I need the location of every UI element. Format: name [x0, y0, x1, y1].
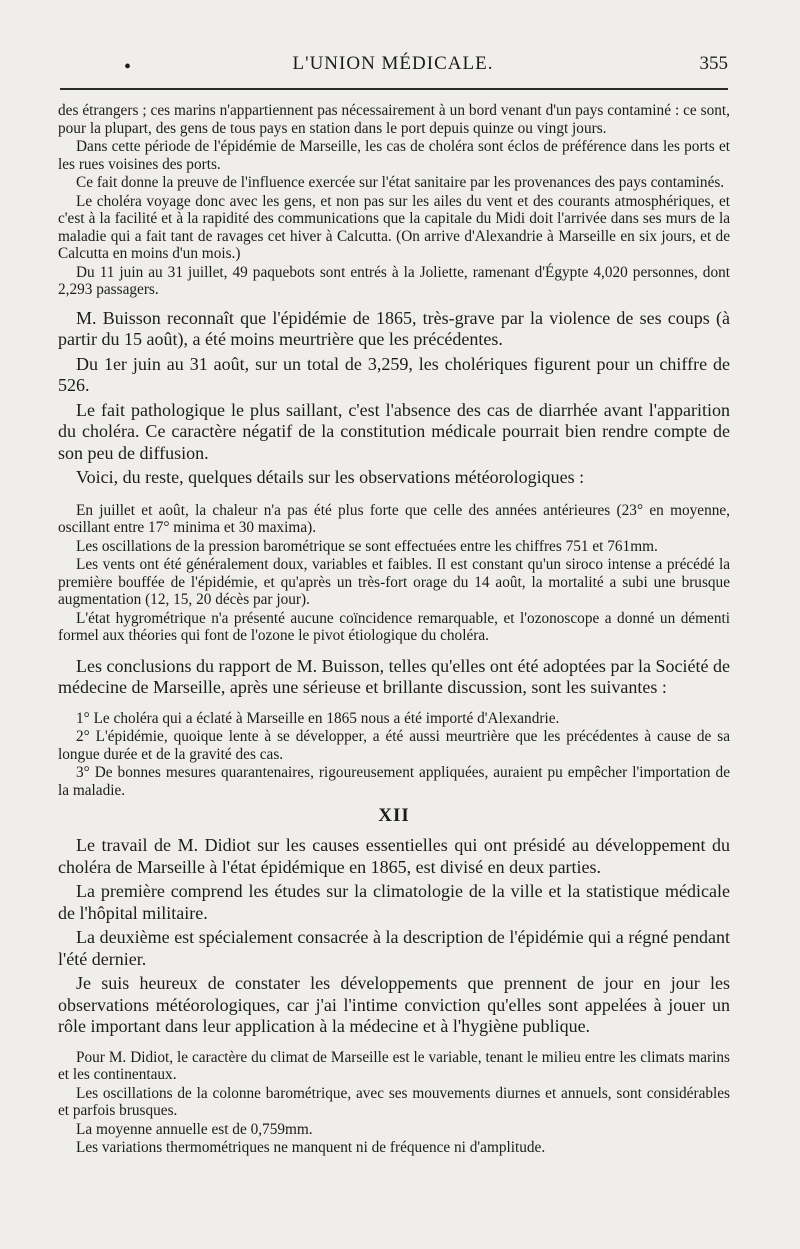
page-body — [58, 102, 730, 1158]
paragraph: des étrangers ; ces marins n'appartiennent pas nécessairement à un bord venant d'un pays contaminé : ce sont, pour la plupart, des gens de tous pays en station dans le port depuis quinze ou vingt jours. — [58, 102, 730, 137]
header-rule — [60, 88, 728, 90]
conclusion-item: 2° L'épidémie, quoique lente à se développer, a été aussi meurtrière que les précédentes à cause de sa longue durée et de la gravité des cas. — [58, 728, 730, 763]
paragraph: La première comprend les études sur la climatologie de la ville et la statistique médicale de l'hôpital militaire. — [58, 881, 730, 923]
paragraph: Les conclusions du rapport de M. Buisson, telles qu'elles ont été adoptées par la Société de médecine de Marseille, après une sérieuse et brillante discussion, sont les suivantes : — [58, 655, 730, 697]
paragraph: Voici, du reste, quelques détails sur les observations météorologiques : — [76, 467, 585, 487]
header-bullet: • — [124, 56, 132, 78]
paragraph: Les variations thermométriques ne manquent ni de fréquence ni d'amplitude. — [76, 1139, 546, 1156]
paragraph: Ce fait donne la preuve de l'influence exercée sur l'état sanitaire par les provenances des pays contaminés. — [76, 174, 725, 191]
page-number: 355 — [699, 53, 728, 74]
paragraph: L'état hygrométrique n'a présenté aucune coïncidence remarquable, et l'ozonoscope a donné un démenti formel aux théories qui font de l'ozone le pivot étiologique du choléra. — [58, 609, 730, 644]
paragraph: Du 11 juin au 31 juillet, 49 paquebots sont entrés à la Joliette, ramenant d'Égypte 4,020 personnes, dont 2,293 passagers. — [58, 263, 730, 298]
paragraph: Dans cette période de l'épidémie de Marseille, les cas de choléra sont éclos de préférence dans les ports et les rues voisines des ports. — [58, 138, 730, 173]
page-header — [58, 50, 728, 86]
paragraph: Les vents ont été généralement doux, variables et faibles. Il est constant qu'un siroco intense a précédé la première bouffée de l'épidémie, et qu'après un très-fort orage du 14 août, la mortalité a subi une brusque augmentation (12, 15, 20 décès par jour). — [58, 556, 730, 608]
paragraph: Pour M. Didiot, le caractère du climat de Marseille est le variable, tenant le milieu entre les climats marins et les continentaux. — [58, 1048, 730, 1083]
paragraph: La moyenne annuelle est de 0,759mm. — [76, 1120, 313, 1138]
conclusion-item: 3° De bonnes mesures quarantenaires, rigoureusement appliquées, auraient pu empêcher l'importation de la maladie. — [58, 764, 730, 799]
paragraph: Les oscillations de la colonne barométrique, avec ses mouvements diurnes et annuels, sont considérables et parfois brusques. — [58, 1084, 730, 1119]
running-title: L'UNION MÉDICALE. — [292, 53, 494, 74]
paragraph: Du 1er juin au 31 août, sur un total de 3,259, les cholériques figurent pour un chiffre de 526. — [58, 353, 730, 395]
paragraph: M. Buisson reconnaît que l'épidémie de 1865, très-grave par la violence de ses coups (à partir du 15 août), a été moins meurtrière que les précédentes. — [58, 307, 730, 349]
paragraph: La deuxième est spécialement consacrée à la description de l'épidémie qui a régné pendant l'été dernier. — [58, 927, 730, 969]
paragraph: Le choléra voyage donc avec les gens, et non pas sur les ailes du vent et des courants atmosphériques, et c'est à la facilité et à la rapidité des communications que la capitale du Midi doit l'arrivée dans ses murs de la maladie qui a fait tant de ravages cet hiver à Calcutta. (On arrive d'Alexandrie à Marseille en six jours, et de Calcutta en moins d'un mois.) — [58, 192, 730, 262]
paragraph: Les oscillations de la pression barométrique se sont effectuées entre les chiffres 751 et 761mm. — [76, 537, 658, 555]
paragraph: Je suis heureux de constater les développements que prennent de jour en jour les observations météorologiques, car j'ai l'intime conviction qu'elles sont appelées à jouer un rôle important dans leur application à la médecine et à l'hygiène publique. — [58, 973, 730, 1036]
section-title: XII — [378, 805, 410, 826]
paragraph: En juillet et août, la chaleur n'a pas été plus forte que celle des années antérieures (23° en moyenne, oscillant entre 17° minima et 30 maxima). — [58, 501, 730, 536]
paragraph: Le fait pathologique le plus saillant, c'est l'absence des cas de diarrhée avant l'apparition du choléra. Ce caractère négatif de la constitution médicale pourrait bien rendre compte de son peu de diffusion. — [58, 399, 730, 463]
conclusion-item: 1° Le choléra qui a éclaté à Marseille en 1865 nous a été importé d'Alexandrie. — [76, 709, 560, 727]
paragraph: Le travail de M. Didiot sur les causes essentielles qui ont présidé au développement du choléra de Marseille à l'état épidémique en 1865, est divisé en deux parties. — [58, 835, 730, 877]
